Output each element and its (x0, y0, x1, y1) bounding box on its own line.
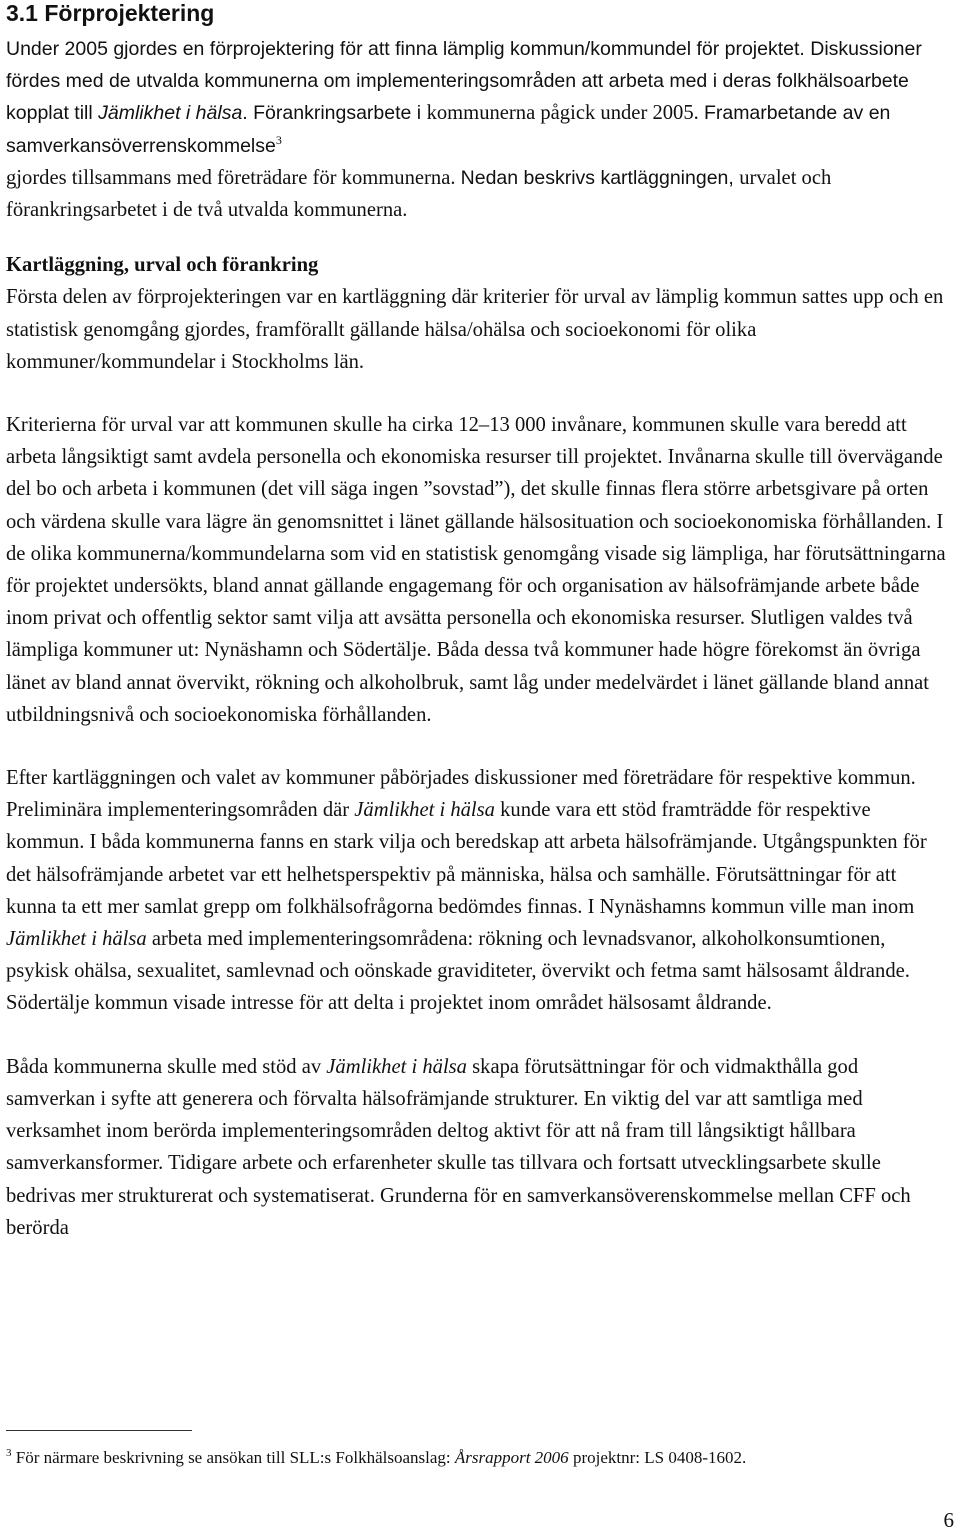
footnote-text: projektnr: LS 0408-1602. (568, 1448, 747, 1467)
section-heading: 3.1 Förprojektering (6, 0, 215, 26)
intro-sans-text: Under 2005 gjordes en förprojektering för att finna lämplig kommun/kommundel för projektet. Diskussioner fördes med de utvalda kommunerna om implementeringsområden att arbeta med i deras folkhälsoarbete kopplat till (6, 38, 922, 125)
collaboration-paragraph (6, 1051, 950, 1244)
subheading: Kartläggning, urval och förankring (6, 254, 319, 277)
footnote-divider (6, 1430, 192, 1431)
paragraph-text: Efter kartläggningen och valet av kommuner påbörjades diskussioner med företrädare för respektive kommun. Preliminära implementeringsområden där (6, 767, 916, 822)
project-name: Jämlikhet i hälsa (354, 799, 495, 822)
mapping-paragraph: Första delen av förprojekteringen var en kartläggning där kriterier för urval av lämplig kommun sattes upp och en statistisk genomgång gjordes, framförallt gällande hälsa/ohälsa och socioekonomi för olika kommuner/kommundelar i Stockholms län. (6, 286, 944, 373)
footnote-text: För närmare beskrivning se ansökan till SLL:s Folkhälsoanslag: (11, 1448, 455, 1467)
intro-serif-text: kommunerna pågick under 2005. (426, 102, 704, 125)
intro-project-name: Jämlikhet i hälsa (98, 102, 243, 125)
footnote-reference: 3 (275, 132, 282, 147)
page-number: 6 (943, 1508, 954, 1532)
project-name: Jämlikhet i hälsa (6, 928, 147, 951)
intro-sans-text: Nedan beskrivs kartläggningen, (460, 166, 740, 189)
intro-sans-text: Framarbetande av en samverkansöverrenskommelse (6, 102, 891, 157)
criteria-paragraph: Kriterierna för urval var att kommunen skulle ha cirka 12–13 000 invånare, kommunen skulle vara beredd att arbeta långsiktigt samt avdela personella och ekonomiska resurser till projektet. Invånarna skulle till övervägande del bo och arbeta i kommunen (det vill säga ingen ”sovstad”), det skulle finnas flera större arbetsgivare på orten och värdena skulle vara lägre än genomsnittet i länet gällande hälsosituation och socioekonomiska förhållanden. I de olika kommunerna/kommundelarna som vid en statistisk genomgång visade sig lämpliga, har förutsättningarna för projektet undersökts, bland annat gällande engagemang för och organisation av hälsofrämjande arbete både inom privat och offentlig sektor samt vilja att avsätta personella och ekonomiska resurser. Slutligen valdes två lämpliga kommuner ut: Nynäshamn och Södertälje. Båda dessa två kommuner hade högre förekomst än övriga länet av bland annat övervikt, rökning och alkoholbruk, samt låg under medelvärdet i länet gällande bland annat utbildningsnivå och socioekonomiska förhållanden. (6, 414, 946, 726)
project-name: Jämlikhet i hälsa (326, 1055, 467, 1078)
intro-serif-text: urvalet och förankringsarbetet i de två utvalda kommunerna. (6, 166, 832, 222)
paragraph-text: arbeta med implementeringsområdena: rökning och levnadsvanor, alkoholkonsumtionen, psykisk ohälsa, sexualitet, samlevnad och oönskade graviditeter, övervikt och fetma samt hälsosamt åldrande. Södertälje kommun visade intresse för att delta i projektet inom området hälsosamt åldrande. (6, 928, 910, 1015)
intro-sans-text: . Förankringsarbete i (242, 102, 427, 125)
intro-serif-text: gjordes tillsammans med företrädare för kommunerna. (6, 166, 461, 189)
paragraph-text: skapa förutsättningar för och vidmakthålla god samverkan i syfte att generera och förvalta hälsofrämjande strukturer. En viktig del var att samtliga med verksamhet inom berörda implementeringsområden deltog aktivt för att nå fram till långsiktigt hållbara samverkansformer. Tidigare arbete och erfarenheter skulle tas tillvara och fortsatt utvecklingsarbete skulle bedrivas mer strukturerat och systematiserat. Grunderna för en samverkansöverenskommelse mellan CFF och berörda (6, 1055, 911, 1239)
paragraph-text: Båda kommunerna skulle med stöd av (6, 1055, 327, 1078)
discussion-paragraph (6, 762, 950, 1020)
footnote-marker: 3 (6, 1447, 12, 1459)
document-page (6, 0, 950, 1244)
intro-paragraph (6, 33, 950, 226)
footnote-report-title: Årsrapport 2006 (454, 1448, 569, 1467)
footnote (6, 1446, 946, 1470)
paragraph-text: kunde vara ett stöd framträdde för respektive kommun. I båda kommunerna fanns en stark vilja och beredskap att arbeta hälsofrämjande. Utgångspunkten för det hälsofrämjande arbetet var ett helhetsperspektiv på människa, hälsa och samhälle. Förutsättningar för att kunna ta ett mer samlat grepp om folkhälsofrågorna bedömdes finnas. I Nynäshamns kommun ville man inom (6, 799, 927, 918)
